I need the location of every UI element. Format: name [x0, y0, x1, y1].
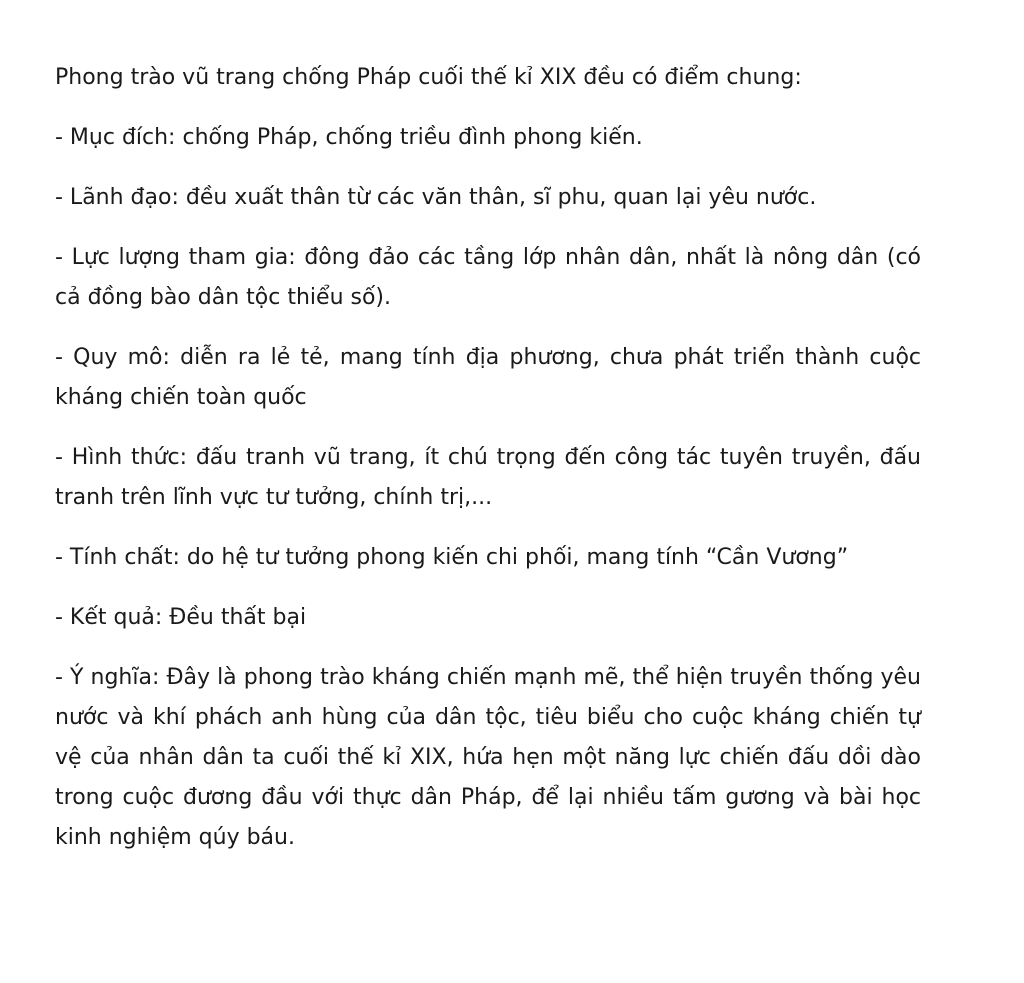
point-significance: - Ý nghĩa: Đây là phong trào kháng chiến mạnh mẽ, thể hiện truyền thống yêu nước và khí phách anh hùng của dân tộc, tiêu biểu cho cuộc kháng chiến tự vệ của nhân dân ta cuối thế kỉ XIX, hứa hẹn một năng lực chiến đấu dồi dào trong cuộc đương đầu với thực dân Pháp, để lại nhiều tấm gương và bài học kinh nghiệm qúy báu. [55, 665, 921, 850]
point-form: - Hình thức: đấu tranh vũ trang, ít chú trọng đến công tác tuyên truyền, đấu tranh trên lĩnh vực tư tưởng, chính trị,... [55, 445, 921, 510]
point-leadership: - Lãnh đạo: đều xuất thân từ các văn thân, sĩ phu, quan lại yêu nước. [55, 185, 817, 210]
intro-paragraph: Phong trào vũ trang chống Pháp cuối thế kỉ XIX đều có điểm chung: [55, 65, 802, 90]
point-participants: - Lực lượng tham gia: đông đảo các tầng lớp nhân dân, nhất là nông dân (có cả đồng bào dân tộc thiểu số). [55, 245, 921, 310]
point-result: - Kết quả: Đều thất bại [55, 605, 307, 630]
point-scale: - Quy mô: diễn ra lẻ tẻ, mang tính địa phương, chưa phát triển thành cuộc kháng chiến toàn quốc [55, 345, 921, 410]
point-nature: - Tính chất: do hệ tư tưởng phong kiến chi phối, mang tính “Cần Vương” [55, 545, 849, 570]
point-purpose: - Mục đích: chống Pháp, chống triều đình phong kiến. [55, 125, 643, 150]
document-body [55, 58, 921, 878]
